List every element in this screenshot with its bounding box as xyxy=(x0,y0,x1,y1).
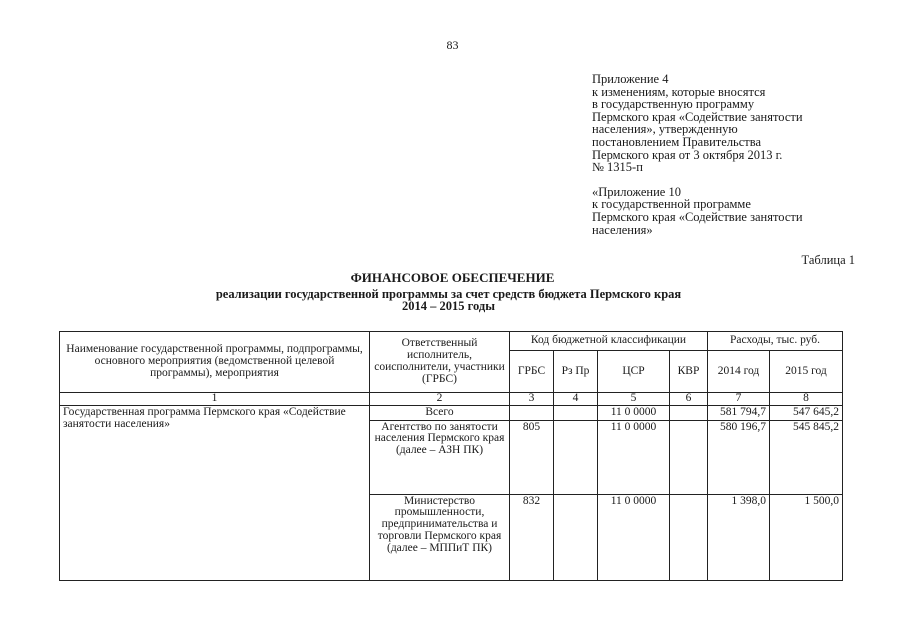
rzpr-cell xyxy=(554,494,598,580)
appendix-line: Пермского края от 3 октября 2013 г. xyxy=(592,147,783,162)
header-name: Наименование государственной программы, подпрограммы, основного мероприятия (ведомственной целевой программы), мероприятия xyxy=(60,332,370,393)
appendix-line: населения» xyxy=(592,222,653,237)
appendix-line: в государственную программу xyxy=(592,97,755,112)
value-2014-cell: 581 794,7 xyxy=(708,405,770,420)
value-2015-cell: 545 845,2 xyxy=(770,420,843,494)
column-number: 7 xyxy=(708,393,770,406)
appendix-line: к государственной программе xyxy=(592,197,751,212)
value-2014-cell: 580 196,7 xyxy=(708,420,770,494)
header-csr: ЦСР xyxy=(598,351,670,393)
column-number: 1 xyxy=(60,393,370,406)
appendix-line: «Приложение 10 xyxy=(592,184,681,199)
document-title: ФИНАНСОВОЕ ОБЕСПЕЧЕНИЕ xyxy=(350,270,555,285)
appendix-line: постановлением Правительства xyxy=(592,134,762,149)
header-2014: 2014 год xyxy=(708,351,770,393)
document-subtitle: реализации государственной программы за счет средств бюджета Пермского края xyxy=(215,287,682,301)
column-number: 6 xyxy=(670,393,708,406)
kvr-cell xyxy=(670,494,708,580)
column-number: 4 xyxy=(554,393,598,406)
appendix-line: населения», утвержденную xyxy=(592,122,738,137)
appendix-line: Пермского края «Содействие занятости xyxy=(592,109,803,124)
kvr-cell xyxy=(670,420,708,494)
appendix-note xyxy=(592,73,882,236)
column-number: 5 xyxy=(598,393,670,406)
header-2015: 2015 год xyxy=(770,351,843,393)
value-2014-cell: 1 398,0 xyxy=(708,494,770,580)
rzpr-cell xyxy=(554,405,598,420)
appendix-line: Пермского края «Содействие занятости xyxy=(592,209,803,224)
appendix-line: № 1315-п xyxy=(592,160,643,175)
value-2015-cell: 547 645,2 xyxy=(770,405,843,420)
header-rzpr: Рз Пр xyxy=(554,351,598,393)
document-period: 2014 – 2015 годы xyxy=(402,299,495,313)
header-grbs: ГРБС xyxy=(510,351,554,393)
appendix-line: к изменениям, которые вносятся xyxy=(592,84,766,99)
grbs-cell: 805 xyxy=(510,420,554,494)
column-number: 2 xyxy=(370,393,510,406)
grbs-cell: 832 xyxy=(510,494,554,580)
column-number: 8 xyxy=(770,393,843,406)
kvr-cell xyxy=(670,405,708,420)
rzpr-cell xyxy=(554,420,598,494)
program-name: Государственная программа Пермского края «Содействие занятости населения» xyxy=(60,405,370,580)
value-2015-cell: 1 500,0 xyxy=(770,494,843,580)
header-kvr: КВР xyxy=(670,351,708,393)
appendix-line: Приложение 4 xyxy=(592,72,669,86)
csr-cell: 11 0 0000 xyxy=(598,494,670,580)
grbs-cell xyxy=(510,405,554,420)
financing-table xyxy=(59,331,843,581)
table-number: Таблица 1 xyxy=(801,253,855,267)
page-number: 83 xyxy=(446,38,459,52)
executor-cell: Агентство по занятости населения Пермского края (далее – АЗН ПК) xyxy=(370,420,510,494)
header-budget-code: Код бюджетной классификации xyxy=(510,332,708,351)
csr-cell: 11 0 0000 xyxy=(598,420,670,494)
header-expenses: Расходы, тыс. руб. xyxy=(708,332,843,351)
csr-cell: 11 0 0000 xyxy=(598,405,670,420)
header-executor: Ответственный исполнитель, соисполнители, участники (ГРБС) xyxy=(370,332,510,393)
column-number-row xyxy=(60,393,843,406)
executor-cell: Всего xyxy=(370,405,510,420)
table-row xyxy=(60,405,843,420)
column-number: 3 xyxy=(510,393,554,406)
executor-cell: Министерство промышленности, предпринимательства и торговли Пермского края (далее – МППиТ ПК) xyxy=(370,494,510,580)
